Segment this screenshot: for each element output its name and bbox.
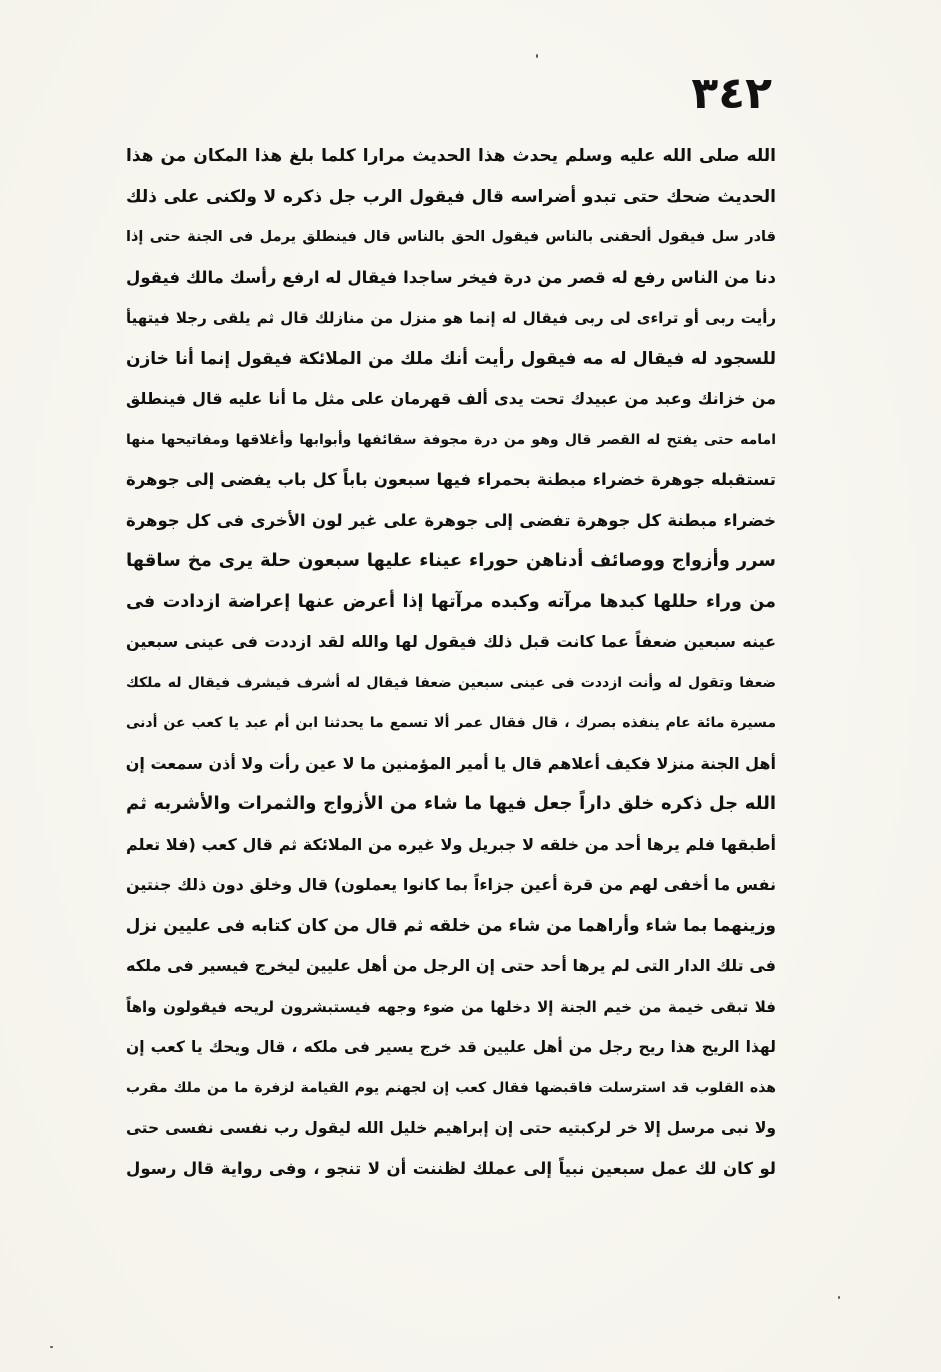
text-line: سرر وأزواج ووصائف أدناهن حوراء عيناء عليها سبعون حلة يرى مخ ساقها (126, 550, 776, 571)
text-line: هذه القلوب قد استرسلت فاقبضها فقال كعب إن لجهنم يوم القيامة لزفرة ما من ملك مقرب (126, 1079, 776, 1096)
page-number: ٣٤٢ (691, 68, 772, 119)
text-line: من وراء حللها كبدها مرآته وكبده مرآتها إذا أعرض عنها إعراضة ازدادت فى (126, 591, 776, 612)
text-line: امامه حتى يفتح له القصر قال وهو من درة مجوفة سقائفها وأبوابها وأغلاقها ومفاتيحها منها (126, 431, 776, 448)
text-line: للسجود له فيقال له مه فيقول رأيت أنك ملك من الملائكة فيقول إنما أنا خازن (126, 348, 776, 369)
text-line: أهل الجنة منزلا فكيف أعلاهم قال يا أمير المؤمنين ما لا عين رأت ولا أذن سمعت إن (126, 753, 776, 773)
text-line: أطبقها فلم يرها أحد من خلقه لا جبريل ولا غيره من الملائكة ثم قال كعب (فلا تعلم (126, 834, 776, 854)
text-line: الحديث ضحك حتى تبدو أضراسه قال فيقول الرب جل ذكره لا ولكنى على ذلك (126, 186, 776, 207)
text-line: قادر سل فيقول ألحقنى بالناس فيقول الحق بالناس قال فينطلق يرمل فى الجنة حتى إذا (126, 229, 776, 245)
paper-speck (536, 54, 538, 58)
text-line: ولا نبى مرسل إلا خر لركبتيه حتى إن إبراهيم خليل الله ليقول رب نفسى نفسى حتى (126, 1119, 776, 1137)
text-line: خضراء مبطنة كل جوهرة تفضى إلى جوهرة على غير لون الأخرى فى كل جوهرة (126, 510, 776, 530)
text-line: لهذا الريح هذا ريح رجل من أهل عليين قد خرج يسير فى ملكه ، قال ويحك يا كعب إن (126, 1038, 776, 1056)
text-line: الله صلى الله عليه وسلم يحدث هذا الحديث مرارا كلما بلغ هذا المكان من هذا (126, 146, 776, 166)
text-line: ضعفا وتقول له وأنت ازددت فى عينى سبعين ضعفا فيقال له أشرف فيشرف فيقال له ملكك (126, 674, 776, 691)
paper-speck (838, 1296, 840, 1299)
text-line: مسيرة مائة عام ينفذه بصرك ، قال فقال عمر ألا تسمع ما يحدثنا ابن أم عبد يا كعب عن أدنى (126, 715, 776, 731)
text-line: فلا تبقى خيمة من خيم الجنة إلا دخلها من ضوء وجهه فيستبشرون لريحه فيقولون واهاً (126, 997, 776, 1016)
text-line: تستقبله جوهرة خضراء مبطنة بحمراء فيها سبعون باباً كل باب يفضى إلى جوهرة (126, 470, 776, 489)
text-line: من خزانك وعبد من عبيدك تحت يدى ألف قهرمان على مثل ما أنا عليه قال فينطلق (126, 389, 776, 408)
body-text (126, 136, 776, 1189)
text-line: دنا من الناس رفع له قصر من درة فيخر ساجدا فيقال له ارفع رأسك مالك فيقول (126, 267, 776, 287)
text-line: فى تلك الدار التى لم يرها أحد حتى إن الرجل من أهل عليين ليخرج فيسير فى ملكه (126, 956, 776, 975)
text-line: رأيت ربى أو تراءى لى ربى فيقال له إنما هو منزل من منازلك قال ثم يلقى رجلا فيتهيأ (126, 309, 776, 327)
text-line: وزينهما بما شاء وأراهما من شاء من خلقه ثم قال من كان كتابه فى عليين نزل (126, 915, 776, 936)
paper-speck (50, 1346, 53, 1348)
text-line: الله جل ذكره خلق داراً جعل فيها ما شاء من الأزواج والثمرات والأشربه ثم (126, 793, 776, 814)
text-line: لو كان لك عمل سبعين نبياً إلى عملك لظننت أن لا تنجو ، وفى رواية قال رسول (126, 1158, 776, 1178)
text-line: عينه سبعين ضعفاً عما كانت قبل ذلك فيقول لها والله لقد ازددت فى عينى سبعين (126, 632, 776, 651)
text-line: نفس ما أخفى لهم من قرة أعين جزاءاً بما كانوا يعملون) قال وخلق دون ذلك جنتين (126, 875, 776, 894)
